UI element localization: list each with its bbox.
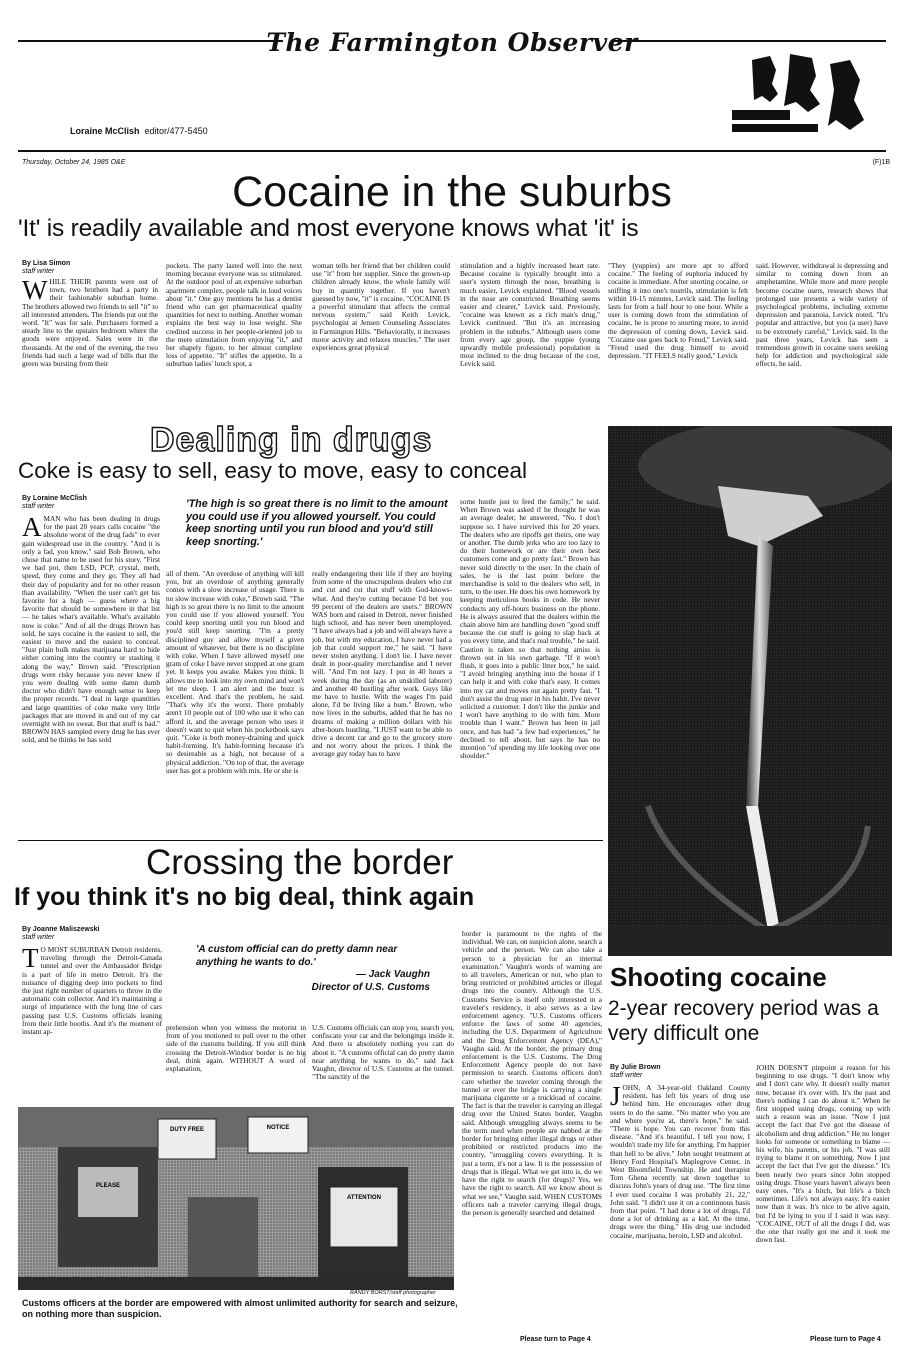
story4-headline: Shooting cocaine — [610, 962, 827, 992]
photo-sign-3: ATTENTION — [347, 1195, 381, 1201]
svg-text:Dealing in drugs: Dealing in drugs — [150, 421, 433, 459]
photo-sign-2: NOTICE — [266, 1125, 290, 1131]
story1-column-6: said. However, withdrawal is depressing and similar to coming down from an amphetamine. While more and more people become cocaine users, research shows that prolonged use presents a wide variety of psychological problems, including extreme depression and paranoia, Levick noted. "It's popular and attractive, but you (a user) have to be extremely careful," Levick said. In the past three years, Levick has seen a tremendous growth in cocaine users seeking help for addiction and psychological side effects, he said. — [756, 262, 888, 369]
story3-dek: If you think it's no big deal, think again — [14, 883, 475, 911]
story1-column-4: stimulation and a highly increased heart rate. Because cocaine is typically brought into a user's system through the nose, breathing is much easier, Levick explained. "Blood vessels in the nose are constricted. Breathing seems easier and clearer," Levick said. Previously, "cocaine was known as a rich man's drug," Levick continued. "But it's an increasing problem in the suburbs." Although users come from every age group, the yuppie (young upwardly mobile professional) population is most inclined to the drug because of the cost, Levick said. — [460, 262, 600, 369]
story3-headline: Crossing the border — [146, 843, 454, 882]
story3-column-1: T O MOST SUBURBAN Detroit residents, traveling through the Detroit-Canada tunnel and over the Ambassador Bridge is a part of life in metro Detroit. It's the nuisance of digging deep into pockets to find the just right number of quarters to throw in the automatic coin collector. And it's maintaining a surge of impatience with the long line of cars passing past U.S. Customs officials leaning from their little booths. And it's the moment of instant ap- — [22, 946, 162, 1037]
story1-column-2: pockets. The party lasted well into the next morning because everyone was so stimulated. At the outdoor pool of an expensive suburban apartment complex, people talk in loud voices about "it." One guy mentions he has a dentist friend who can get pharmaceutical quality quantities for next to nothing. Another woman explains the best way to lose weight. She credited success in her people-oriented job to the mere stimulation from enjoying "it," and her shapely figure, to her almost complete loss of appetite. "It" stifles the appetite. In a suburban ladies' lunch spot, a — [166, 262, 302, 369]
story2-byline: By Loraine McClish staff writer — [22, 495, 87, 510]
story3-byline: By Joanne Maliszewski staff writer — [22, 926, 100, 941]
story2-headline — [148, 417, 468, 459]
photo-credit: RANDY BORST/staff photographer — [350, 1290, 436, 1296]
page-number: (F)1B — [872, 159, 890, 166]
photo-sign-1: DUTY FREE — [170, 1127, 204, 1133]
story1-column-5: "They (yuppies) are more apt to afford cocaine." The feeling of euphoria induced by cocaine is immediate. After snorting cocaine, or sniffing it into one's nostrils, stimulation is felt within 10-15 minutes, Levick said. The feeling lasts for from a half hour to one hour. While a user is coming down from the stimulation of cocaine, he is prone to snorting more, to avoid the depression of coming down, Levick said. "Cocaine use goes back to Freud," Levick said. "Freud used the drug himself to avoid depression. "IT FEELS really good," Levick — [608, 262, 748, 361]
story2-dek: Coke is easy to sell, easy to move, easy to conceal — [18, 458, 527, 483]
story2-column-2: all of them. "An overdose of anything will kill you, but an overdose of anything generally comes with a slow increase of usage. There is no slow increase with coke," Brown said. "The high is so great there is no limit to the amount you could use if you allowed yourself. You could keep snorting until you run blood and you'd still keep snorting. "I'm a pretty disciplined guy and allow myself a given amount of whatever, but there is no discipline with coke. When I have allowed myself one gram of coke I have never stopped at one gram yet. It keeps you awake. Makes you think. It allows me to look into my own mind and won't let me sleep. I am alert and the buzz is excellent. And that's the problem, he said. "That's why it's the worst. There probably aren't 10 people out of 100 who use it who can afford it, and the average person who uses it doesn't want to quit when his pocketbook says quit. "Coke is both money-draining and quick habit-forming. It's habit-forming because it's so desireable as a high, not because of a physical addiction. "On top of that, the average user has got a problem with mix. He or she is — [166, 570, 304, 775]
story4-column-1: JOHN, A 34-year-old Oakland County resident, has left his years of drug use behind him. He encourages other drug users to do the same. "No matter who you are and where you're at, there's hope," he said. "There is hope. You can recover from this disease. "And it's beautiful. I tell you now, I wouldn't trade my life for anything. I'm happier than hell to be alive." John sought treatment at Henry Ford Hospital's Maplegrove Center, in West Bloomfield Township. He and therapist Tom Ghena recently sat down together to discuss John's years of drug use. "The first time I ever used cocaine I was probably 21, 22," John said. "I didn't use it on a continuous basis from that point. "I had done a lot of drugs, I'd done a lot of drinking as a kid. At the time, drugs were the thing." His drug use included cocaine, marijuana, heroin, LSD and alcohol. — [610, 1084, 750, 1240]
story4-column-2: JOHN DOESN'T pinpoint a reason for his beginning to use drugs. "I don't know why and I don't care why. It doesn't really matter now, because it's over with. It's the past and there's nothing I can do about it." When he first stopped using drugs, coming up with such a reason was an issue. "Now I just accept the fact that I've got the disease of alcoholism and drug addiction." He no longer looks for someone or something to blame — his wife, his parents, or his job. "I was still trying to blame it on something. Now I just accept the fact that I've got the disease." It's been nearly two years since John stopped using drugs. Those years haven't always been easy ones. "It's a bitch, but life's a bitch sometimes. Life's not always easy. It's easier now than it was. It's nice to be alive again, but I'd be lying to you if I said it was easy. "COCAINE, OUT of all the drugs I did, was the one that really got me and it took me down fast. — [756, 1064, 890, 1245]
story3-column-4: border is paramount to the rights of the individual. We can, on suspicion alone, search a vehicle and the person. We can also take a person to a physician for an internal examination." Vaughn's words of warning are to all travelers, American or not, who plan to bring restricted or prohibited articles or illegal drugs into the country. Although the U.S. Customs Service is itself only interested in a traveler's residency, it also serves as a law enforcement agency. "U.S. Customs officers enforce the laws of some 40 agencies, including the U.S. Department of Agriculture and the Drug Enforcement Agency (DEA)," Vaughn said. At the border, the primary drug enforcement is the U.S. Customs. The Drug Enforcement Agency people do not have permission to search. Customs officers don't care whether the traveler coming through the tunnel or over the bridge is carrying a single marijuana cigarette or a truckload of cocaine. The fact is that the traveler is carrying an illegal drug over the United States border, Vaughn said. Although smuggling always seems to be the term used when people are nabbed at the border for bringing either illegal drugs or other prohibited or restricted products into the country, "smuggling covers everything. It is just a term, it's not a law. It is the possession of drugs that is illegal. What we get into is, do we have the right to search (for drugs)? Yes, we have the right to search. All we know about is what we see," Vaughn said. WHEN CUSTOMS officers nab a traveler carrying illegal drugs, the person is generally searched and detained — [462, 930, 602, 1217]
story3-pullquote: 'A custom official can do pretty damn near anything he wants to do.' — Jack Vaughn Director of U.S. Customs — [196, 944, 430, 993]
dateline: Thursday, October 24, 1985 O&E — [22, 159, 126, 166]
photo-caption: Customs officers at the border are empowered with almost unlimited authority for search and seizure, on nothing more than suspicion. — [22, 1298, 458, 1319]
story4-jump-line: Please turn to Page 4 — [810, 1336, 881, 1343]
story2-column-1: AMAN who has been dealing in drugs for the past 20 years calls cocaine "the absolute worst of the drug fads" to ever gain widespread use in the country. "And it is only a fad, you know," said Bob Brown, who chose that name to be used for his story. "First we had pot, then LSD, PCP, crystal, meth, speed, they come and they go. They all had their day of popularity and for no other reason than availability. "When the user can't get his favorite for a high — guess where a big favorite that should be somewhere in that list — he takes what's available. What's available now is coke." And of all the drugs Brown has sold, he says cocaine is the easiest to sell, the easiest to move and the easiest to conceal. "Just plain bulk makes marijuana hard to hide either coming into the country or stashing it along the way," Brown said. "Prescription drugs were risky because you never knew if you were dealing with some damn dumb doctor who didn't have enough sense to keep the proper records. "I deal in large quantities and large quantities of coke make very little packages that are moved in and out of my car overnight with no sweat. But that stuff is bad." BROWN HAS sampled every drug he has ever sold, and he thinks he has sold — [22, 515, 160, 745]
story3-column-3: U.S. Customs officials can stop you, search you, confiscate your car and the belongings inside it. And there is absolutely nothing you can do about it. "A customs official can do pretty damn near anything he wants to do," said Jack Vaughn, director of U.S. Customs at the tunnel. "The sanctity of the — [312, 1024, 454, 1082]
story4-byline: By Julie Brown staff writer — [610, 1064, 661, 1079]
photo-sign-4: PLEASE — [95, 1183, 121, 1189]
story3-column-2: prehension when you witness the motorist in front of you motioned to pull over to the other side of the customs building. If you still think crossing the Detroit-Windsor border is no big deal, think again. WITHOUT A word of explanation, — [166, 1024, 306, 1074]
story3-jump-line: Please turn to Page 4 — [520, 1336, 591, 1343]
story2-column-4: some hustle just to feed the family," he said. When Brown was asked if he thought he was an average dealer, he answered, "No. I don't suppose so. I have survived this for 20 years. The dealers who are ripoffs get theirs, one way or another. The dumb jerks who are too lazy to do their homework or are their own best customers come and go pretty fast." Brown has never sold directly to the user. In the chain of sales, he is the last point before the merchandise is sold to the dealers who sell, in turn, to the user. He does his own homework by keeping meticulous books in code. He never conducts any off-hours business on the phone. He is always assured that the dealers within the chain above him are handling down "good stuff because the cut stuff is going to slap back at you every time, and that's real trouble," he said. Caution is taken so that nothing amiss is thrown out in his own garbage. "If it won't flush, it goes into a public litter box," he said. "I avoid bringing anything into the house if I can help it and with coke that's easy. It comes into my car and moves out again pretty fast. "I don't assist the drug user in his habit. I've never solicited a customer. I don't like the junkie and I won't have anything to do with him. More trouble than I want." Brown has been in jail once, and has had "a few bad experiences," he declined to tell about, but says he has no intention "of spending my life looking over one shoulder." — [460, 498, 600, 761]
story1-column-3: woman tells her friend that her children could use "it" from her supplier. Since the grown-up children already know, the whole family will buy in quantity together. If you haven't guessed by now, "it" is cocaine. "COCAINE IS a powerful stimulant that affects the central nervous system," said Keith Levick, psychologist at Jensen Counseling Associates in Farmington Hills. "Behaviorally, it increases motor activity and relaxes muscles." The user experiences great physical — [312, 262, 450, 353]
story1-byline: By Lisa Simon staff writer — [22, 260, 71, 275]
story2-pullquote: 'The high is so great there is no limit to the amount you could use if you allowed yourself. You could keep snorting until you run blood and you'd still keep snorting.' — [186, 498, 448, 548]
story1-headline: Cocaine in the suburbs — [232, 168, 672, 216]
story2-column-3: really endangering their life if they are buying from some of the unscrupulous dealers who cut and cut and cut that stuff with God-knows-what. And they're cutting because I'd bet you 99 percent of the dealers are users." BROWN WAS born and raised in Detroit, never finished high school, and has never been unemployed. "I have always had a job and will always have a job, but with my education, I have never had a job that could support me," he said. "I have never stolen anything. I don't lie. I have never dealt in poor-quality merchandise and I never will. "And I'm not lazy. I put in 40 hours a week during the day (as an unskilled laborer) and another 40 hustling after work. Guys like me have to hustle. With the wages I'm paid alone, I'd be living like a bum." Brown, who now lives in the suburbs, added that he has no dreams of making a million dollars with his after-hours hustling. "I JUST want to be able to drive a decent car and go to the grocery store and not worry about the prices. I think the average guy today has to have — [312, 570, 452, 759]
story4-dek: 2-year recovery period was a very difficult one — [608, 997, 879, 1045]
masthead: The Farmington Observer — [266, 28, 638, 57]
syringe-photo — [608, 426, 892, 956]
story1-column-1: WHILE THEIR parents were out of town, two brothers had a party in their fashionable suburban home. The brothers allowed two friends to sell "it" to all interested attenders. The friends put out the word. "It" was for sale. Purchasers formed a steady line to the upstairs bedroom where the goods were enjoyed. Sales were in the thousands. At the end of the evening, the two friends had such a large wad of bills that the green was bursting from their — [22, 278, 158, 369]
story1-dek: 'It' is readily available and most everyone knows what 'it' is — [18, 215, 639, 242]
editor-credit: Loraine McClish editor/477-5450 — [70, 126, 208, 136]
observer-logo-icon — [732, 50, 882, 145]
customs-booth-photo — [18, 1107, 454, 1290]
